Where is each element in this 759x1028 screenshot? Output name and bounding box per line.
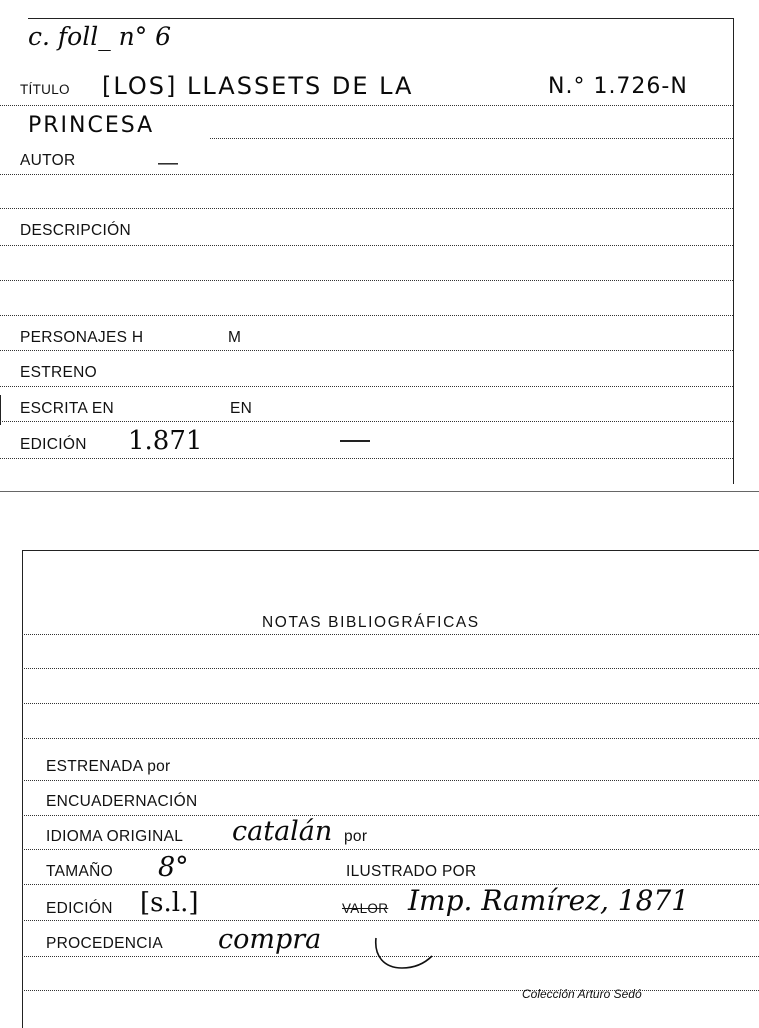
escrita-en-label: EN xyxy=(230,400,253,417)
edicion-value: 1.871 xyxy=(128,426,203,456)
autor-line xyxy=(0,174,733,175)
tamano-label: TAMAÑO xyxy=(46,863,113,880)
autor-value: — xyxy=(158,152,179,174)
notas-line-1 xyxy=(22,634,759,635)
edicion-label: EDICIÓN xyxy=(46,900,113,917)
edicion-value: [s.l.] xyxy=(140,888,199,918)
titulo-line-2 xyxy=(210,138,733,139)
valor-value: Imp. Ramírez, 1871 xyxy=(408,884,690,917)
titulo-line xyxy=(0,105,733,106)
idioma-value: catalán xyxy=(232,816,333,847)
estreno-label: ESTRENO xyxy=(20,364,98,381)
procedencia-value: compra xyxy=(218,924,322,955)
ilustrado-label: ILUSTRADO POR xyxy=(346,863,477,880)
estrenada-label: ESTRENADA por xyxy=(46,758,171,775)
handwritten-shelf-note: c. foll_ n° 6 xyxy=(28,22,172,51)
notas-heading: NOTAS BIBLIOGRÁFICAS xyxy=(262,614,480,631)
procedencia-line xyxy=(22,956,759,957)
personajes-m-label: M xyxy=(228,329,242,346)
idioma-line xyxy=(22,849,759,850)
notas-line-3 xyxy=(22,703,759,704)
titulo-value-line1: [LOS] LLASSETS DE LA xyxy=(102,72,414,100)
card-top-border xyxy=(22,550,759,551)
notas-line-2 xyxy=(22,668,759,669)
valor-label: VALOR xyxy=(342,901,389,916)
escrita-line xyxy=(0,421,733,422)
catalog-card-notes xyxy=(0,540,759,1028)
catalog-number: N.° 1.726-N xyxy=(548,74,688,99)
personajes-line xyxy=(0,350,733,351)
tamano-value: 8° xyxy=(158,852,189,883)
card-bottom-edge xyxy=(0,491,759,492)
descripcion-line-3 xyxy=(0,315,733,316)
descripcion-label: DESCRIPCIÓN xyxy=(20,222,131,239)
personajes-label: PERSONAJES H xyxy=(20,329,144,346)
descripcion-line-2 xyxy=(0,280,733,281)
edicion-line xyxy=(0,458,733,459)
descripcion-line-1 xyxy=(0,245,733,246)
edicion-line xyxy=(22,920,759,921)
edicion-dash xyxy=(340,440,370,442)
autor-line-2 xyxy=(0,208,733,209)
estreno-line xyxy=(0,386,733,387)
estrenada-line xyxy=(22,780,759,781)
encuadernacion-label: ENCUADERNACIÓN xyxy=(46,793,198,810)
procedencia-label: PROCEDENCIA xyxy=(46,935,163,952)
procedencia-scribble xyxy=(370,934,440,974)
card-right-border xyxy=(733,18,734,484)
idioma-label: IDIOMA ORIGINAL xyxy=(46,828,184,845)
escrita-label: ESCRITA EN xyxy=(20,400,115,417)
catalog-card-title xyxy=(0,0,759,492)
footer-line xyxy=(22,990,759,991)
titulo-label: TÍTULO xyxy=(20,82,70,97)
card-top-border xyxy=(28,18,733,19)
edicion-label: EDICIÓN xyxy=(20,436,87,453)
titulo-value-line2: PRINCESA xyxy=(28,113,155,138)
notas-line-4 xyxy=(22,738,759,739)
encuadernacion-line xyxy=(22,815,759,816)
collection-footer: Colección Arturo Sedó xyxy=(522,987,642,1001)
autor-label: AUTOR xyxy=(20,152,76,169)
idioma-por-label: por xyxy=(344,828,368,845)
